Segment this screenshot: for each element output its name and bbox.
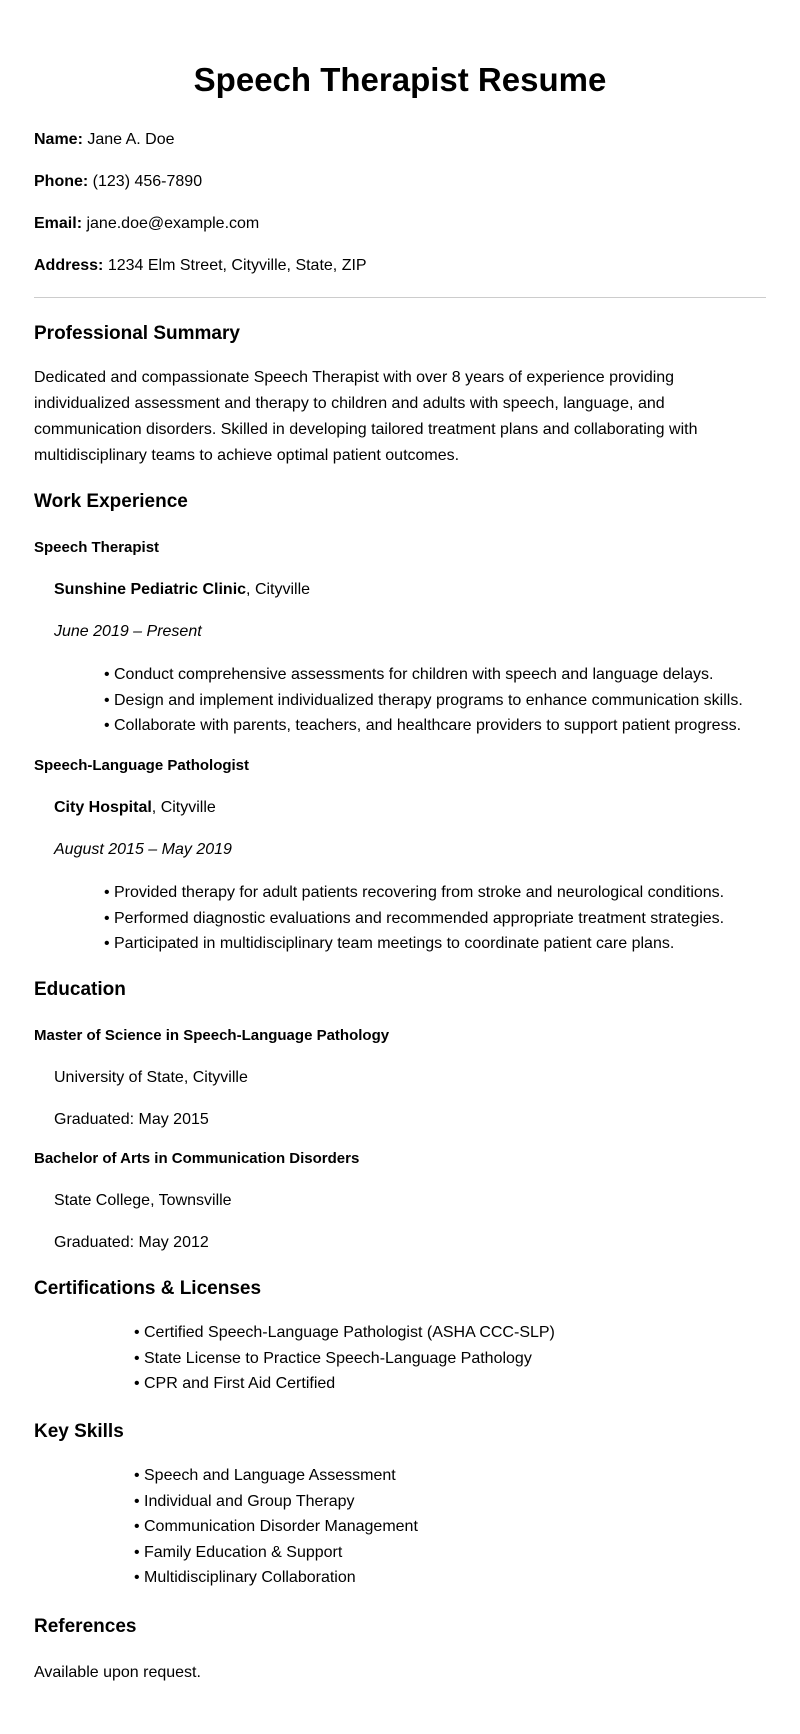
list-item: • Multidisciplinary Collaboration — [134, 1565, 766, 1591]
job-employer — [54, 798, 766, 818]
summary-text: Dedicated and compassionate Speech Therapist with over 8 years of experience providing individualized assessment and therapy to children and adults with speech, language, and communication disorders. Skilled in developing tailored treatment plans and collaborating with multidisciplinary teams to achieve optimal patient outcomes. — [34, 369, 698, 464]
employer-location: , Cityville — [151, 799, 216, 816]
page-title: Speech Therapist Resume — [193, 61, 607, 98]
job-title: Speech-Language Pathologist — [34, 757, 250, 774]
education-entry — [34, 1026, 766, 1130]
contact-info — [34, 130, 766, 298]
list-item: • State License to Practice Speech-Language Pathology — [134, 1346, 766, 1372]
list-item: • Provided therapy for adult patients recovering from stroke and neurological conditions. — [104, 880, 766, 906]
graduation-date: Graduated: May 2012 — [54, 1234, 209, 1251]
references-text: Available upon request. — [34, 1664, 201, 1681]
certifications-list — [134, 1320, 766, 1397]
job-title: Speech Therapist — [34, 539, 160, 556]
experience-heading: Work Experience — [34, 491, 188, 512]
employer-name: City Hospital — [54, 799, 152, 816]
email-label: Email: — [34, 215, 83, 232]
degree-title: Bachelor of Arts in Communication Disorders — [34, 1150, 360, 1167]
list-item: • Individual and Group Therapy — [134, 1489, 766, 1515]
name-label: Name: — [34, 131, 83, 148]
contact-address — [34, 256, 766, 276]
graduation-date: Graduated: May 2015 — [54, 1111, 209, 1128]
job-dates: June 2019 – Present — [54, 623, 202, 640]
header-divider — [34, 297, 766, 298]
degree-title: Master of Science in Speech-Language Pathology — [34, 1027, 390, 1044]
address-value: 1234 Elm Street, Cityville, State, ZIP — [107, 257, 367, 274]
address-label: Address: — [34, 257, 104, 274]
skills-heading: Key Skills — [34, 1421, 124, 1442]
contact-name — [34, 130, 766, 150]
contact-phone — [34, 172, 766, 192]
job-entry — [34, 538, 766, 739]
job-dates: August 2015 – May 2019 — [54, 841, 232, 858]
employer-name: Sunshine Pediatric Clinic — [54, 581, 247, 598]
list-item: • Communication Disorder Management — [134, 1514, 766, 1540]
contact-email — [34, 214, 766, 234]
references-heading: References — [34, 1616, 137, 1637]
school-name: State College, Townsville — [54, 1192, 232, 1209]
list-item: • Speech and Language Assessment — [134, 1463, 766, 1489]
list-item: • Participated in multidisciplinary team meetings to coordinate patient care plans. — [104, 931, 766, 957]
job-duties — [104, 662, 766, 739]
list-item: • Certified Speech-Language Pathologist (ASHA CCC-SLP) — [134, 1320, 766, 1346]
job-entry — [34, 756, 766, 957]
summary-heading: Professional Summary — [34, 323, 240, 344]
list-item: • Design and implement individualized therapy programs to enhance communication skills. — [104, 688, 766, 714]
list-item: • Family Education & Support — [134, 1540, 766, 1566]
phone-label: Phone: — [34, 173, 89, 190]
job-employer — [54, 580, 766, 600]
email-value: jane.doe@example.com — [86, 215, 260, 232]
list-item: • Performed diagnostic evaluations and recommended appropriate treatment strategies. — [104, 906, 766, 932]
school-name: University of State, Cityville — [54, 1069, 248, 1086]
education-entry — [34, 1149, 766, 1253]
job-duties — [104, 880, 766, 957]
list-item: • Conduct comprehensive assessments for children with speech and language delays. — [104, 662, 766, 688]
list-item: • Collaborate with parents, teachers, and healthcare providers to support patient progress. — [104, 713, 766, 739]
list-item: • CPR and First Aid Certified — [134, 1371, 766, 1397]
employer-location: , Cityville — [246, 581, 311, 598]
phone-value: (123) 456-7890 — [92, 173, 203, 190]
certifications-heading: Certifications & Licenses — [34, 1278, 262, 1299]
skills-list — [134, 1463, 766, 1591]
education-heading: Education — [34, 979, 126, 1000]
name-value: Jane A. Doe — [87, 131, 175, 148]
